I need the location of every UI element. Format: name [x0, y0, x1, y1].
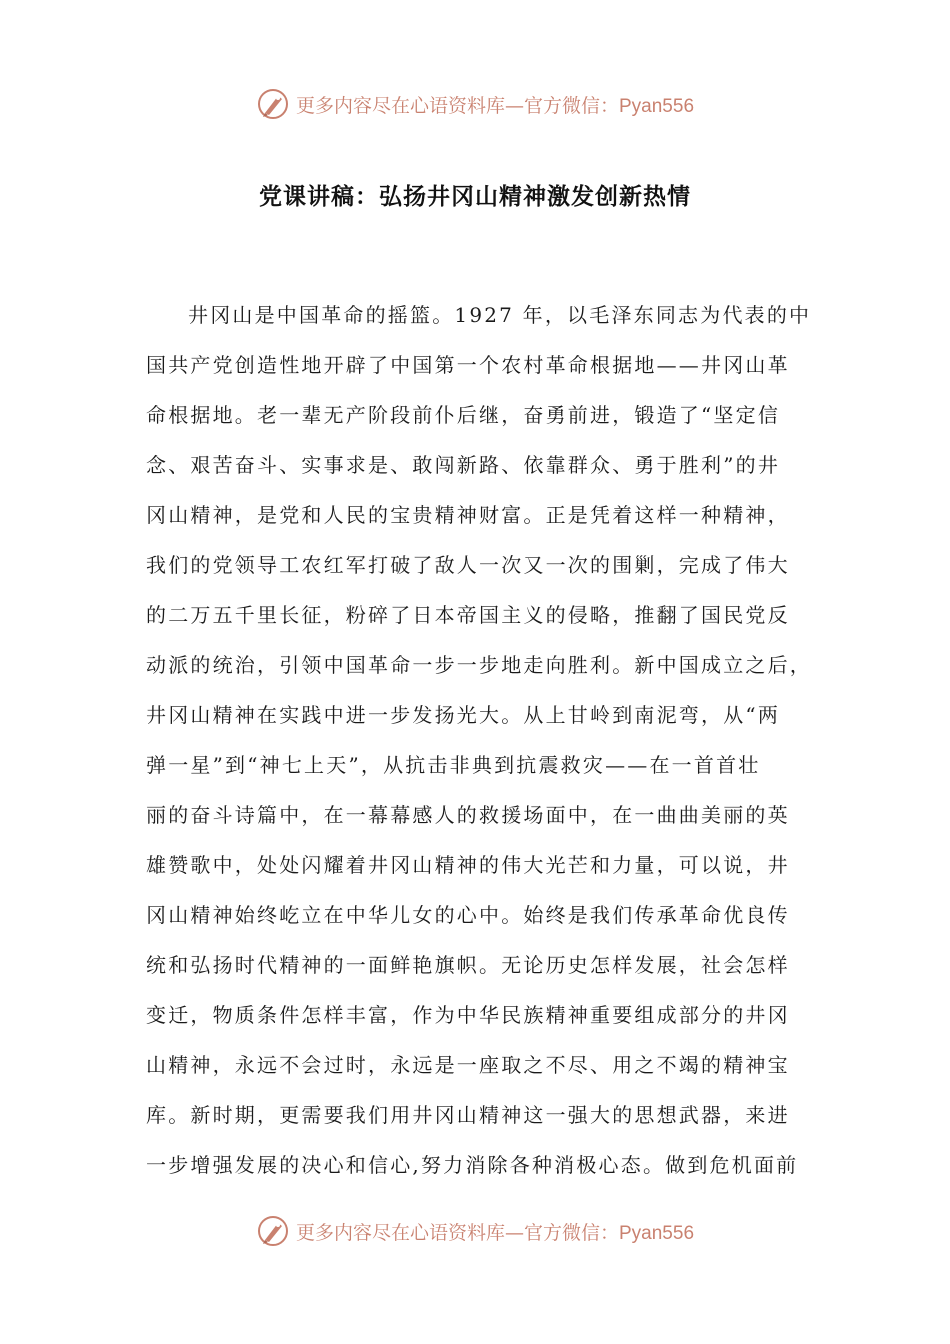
body-line: 井冈山精神在实践中进一步发扬光大。从上甘岭到南泥弯，从“两 — [146, 703, 781, 727]
document-body — [146, 290, 812, 1190]
body-line: 冈山精神，是党和人民的宝贵精神财富。正是凭着这样一种精神， — [146, 503, 790, 527]
body-line: 一步增强发展的决心和信心,努力消除各种消极心态。做到危机面前 — [146, 1153, 799, 1177]
body-line: 我们的党领导工农红军打破了敌人一次又一次的围剿，完成了伟大 — [146, 553, 790, 577]
body-line: 丽的奋斗诗篇中，在一幕幕感人的救援场面中，在一曲曲美丽的英 — [146, 803, 790, 827]
body-line: 井冈山是中国革命的摇篮。1927 年，以毛泽东同志为代表的中 — [188, 303, 812, 327]
header-watermark — [0, 84, 950, 124]
footer-watermark — [0, 1211, 950, 1251]
body-line: 统和弘扬时代精神的一面鲜艳旗帜。无论历史怎样发展，社会怎样 — [146, 953, 790, 977]
pen-nib-logo-icon — [256, 1214, 290, 1248]
body-line: 动派的统治，引领中国革命一步一步地走向胜利。新中国成立之后， — [146, 653, 812, 677]
watermark-handle: Pyan556 — [619, 95, 695, 117]
body-line: 变迁，物质条件怎样丰富，作为中华民族精神重要组成部分的井冈 — [146, 1003, 790, 1027]
watermark-text: 更多内容尽在心语资料库—官方微信：Pyan556 — [295, 1221, 695, 1244]
body-line: 国共产党创造性地开辟了中国第一个农村革命根据地——井冈山革 — [146, 353, 790, 377]
body-line: 雄赞歌中，处处闪耀着井冈山精神的伟大光芒和力量，可以说，井 — [146, 853, 790, 877]
body-line: 念、艰苦奋斗、实事求是、敢闯新路、依靠群众、勇于胜利”的井 — [146, 453, 781, 477]
watermark-handle: Pyan556 — [619, 1222, 695, 1244]
body-line: 的二万五千里长征，粉碎了日本帝国主义的侵略，推翻了国民党反 — [146, 603, 790, 627]
body-line: 山精神，永远不会过时，永远是一座取之不尽、用之不竭的精神宝 — [146, 1053, 790, 1077]
body-line: 命根据地。老一辈无产阶段前仆后继，奋勇前进，锻造了“坚定信 — [146, 403, 781, 427]
watermark-text: 更多内容尽在心语资料库—官方微信：Pyan556 — [295, 94, 695, 117]
page-title: 党课讲稿：弘扬井冈山精神激发创新热情 — [259, 184, 691, 210]
body-line: 库。新时期，更需要我们用井冈山精神这一强大的思想武器，来进 — [146, 1103, 790, 1127]
body-line: 弹一星”到“神七上天”，从抗击非典到抗震救灾——在一首首壮 — [146, 753, 761, 777]
pen-nib-logo-icon — [256, 87, 290, 121]
body-line: 冈山精神始终屹立在中华儿女的心中。始终是我们传承革命优良传 — [146, 903, 790, 927]
